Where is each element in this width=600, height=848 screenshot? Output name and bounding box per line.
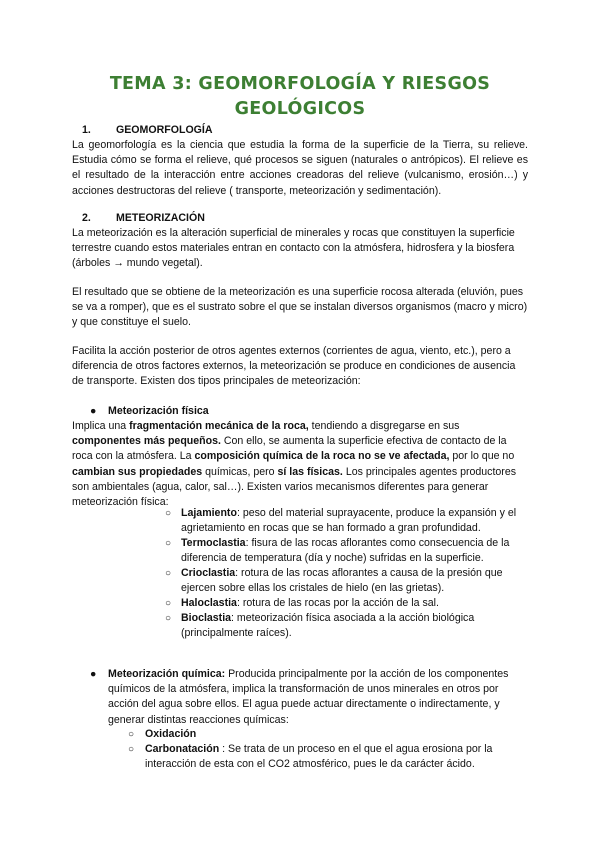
list-marker: ○ xyxy=(165,568,172,579)
bullet-quimica: ● xyxy=(90,668,97,680)
fisica-paragraph: Implica una fragmentación mecánica de la roca, tendiendo a disgregarse en sus componentes más pequeños. Con ello, se aumenta la superficie efectiva de contacto de la roca con la atmósfera. La composición química de la roca no se ve afectada, por lo que no cambian sus propiedades químicas, pero sí las físicas. Los principales agentes productores son ambientales (agua, calor, sal…). Existen varios mecanismos diferentes para generar meteorización física: xyxy=(72,420,517,509)
list-marker: ○ xyxy=(128,744,135,755)
list-marker: ○ xyxy=(165,613,172,624)
list-item-haloclastia: Haloclastia: rotura de las rocas por la acción de la sal. xyxy=(181,597,439,609)
list-item-bioclastia: Bioclastia: meteorización física asociada a la acción biológica (principalmente raíces). xyxy=(181,612,475,640)
section-2-paragraph-1: La meteorización es la alteración superficial de minerales y rocas que constituyen la superficie terrestre cuando estos materiales entran en contacto con la atmósfera, hidrosfera y la biosfera (árboles → mundo vegetal). xyxy=(72,227,515,270)
list-item-termoclastia: Termoclastia: fisura de las rocas aflorantes como consecuencia de la diferencia de temperatura (día y noche) sufridas en la superficie. xyxy=(181,537,510,565)
title-line-2: GEOLÓGICOS xyxy=(234,99,366,119)
bullet-fisica: ● xyxy=(90,405,97,417)
section-1-heading xyxy=(72,123,528,138)
fisica-heading: Meteorización física xyxy=(108,405,209,417)
page-title xyxy=(70,72,530,122)
section-2-paragraph-2: El resultado que se obtiene de la meteorización es una superficie rocosa alterada (eluvión, pues se va a romper), que es el sustrato sobre el que se instalan diversos organismos (macro y micro) y que constituye el suelo. xyxy=(72,286,528,329)
quimica-paragraph: Meteorización química: Producida principalmente por la acción de los componentes químicos de la atmósfera, implica la transformación de unos minerales en otros por acción del agua sobre ellos. El agua puede actuar directamente o indirectamente, y generar distintas reacciones químicas: xyxy=(108,668,509,726)
section-2-paragraph-3: Facilita la acción posterior de otros agentes externos (corrientes de agua, viento, etc.), pero a diferencia de otros factores externos, la meteorización se produce en condiciones de ausencia de transporte. Existen dos tipos principales de meteorización: xyxy=(72,345,516,388)
list-item-carbonatacion: Carbonatación : Se trata de un proceso en el que el agua erosiona por la interacción de esta con el CO2 atmosférico, pues le da carácter ácido. xyxy=(145,743,493,771)
section-1-paragraph: La geomorfología es la ciencia que estudia la forma de la superficie de la Tierra, su relieve. Estudia cómo se forma el relieve, qué procesos se siguen (naturales o antrópicos). El relieve es el resultado de la interacción entre acciones creadoras del relieve (vulcanismo, erosión…) y acciones destructoras del relieve ( transporte, meteorización y sedimentación). xyxy=(72,139,528,197)
list-marker: ○ xyxy=(128,729,135,740)
title-line-1: TEMA 3: GEOMORFOLOGÍA Y RIESGOS xyxy=(109,74,491,94)
section-2-title: METEORIZACIÓN xyxy=(116,212,205,224)
list-item-crioclastia: Crioclastia: rotura de las rocas aflorantes a causa de la presión que ejercen sobre ellas los cristales de hielo (en las grietas). xyxy=(181,567,503,595)
list-marker: ○ xyxy=(165,508,172,519)
section-2-number: 2. xyxy=(82,212,91,224)
section-1-number: 1. xyxy=(82,124,91,136)
section-2-heading xyxy=(72,211,528,226)
list-item-lajamiento: Lajamiento: peso del material suprayacente, produce la expansión y el agrietamiento en rocas que se han formado a gran profundidad. xyxy=(181,507,517,535)
list-item-oxidacion: Oxidación xyxy=(145,728,197,740)
list-marker: ○ xyxy=(165,598,172,609)
list-marker: ○ xyxy=(165,538,172,549)
section-1-title: GEOMORFOLOGÍA xyxy=(116,124,213,136)
